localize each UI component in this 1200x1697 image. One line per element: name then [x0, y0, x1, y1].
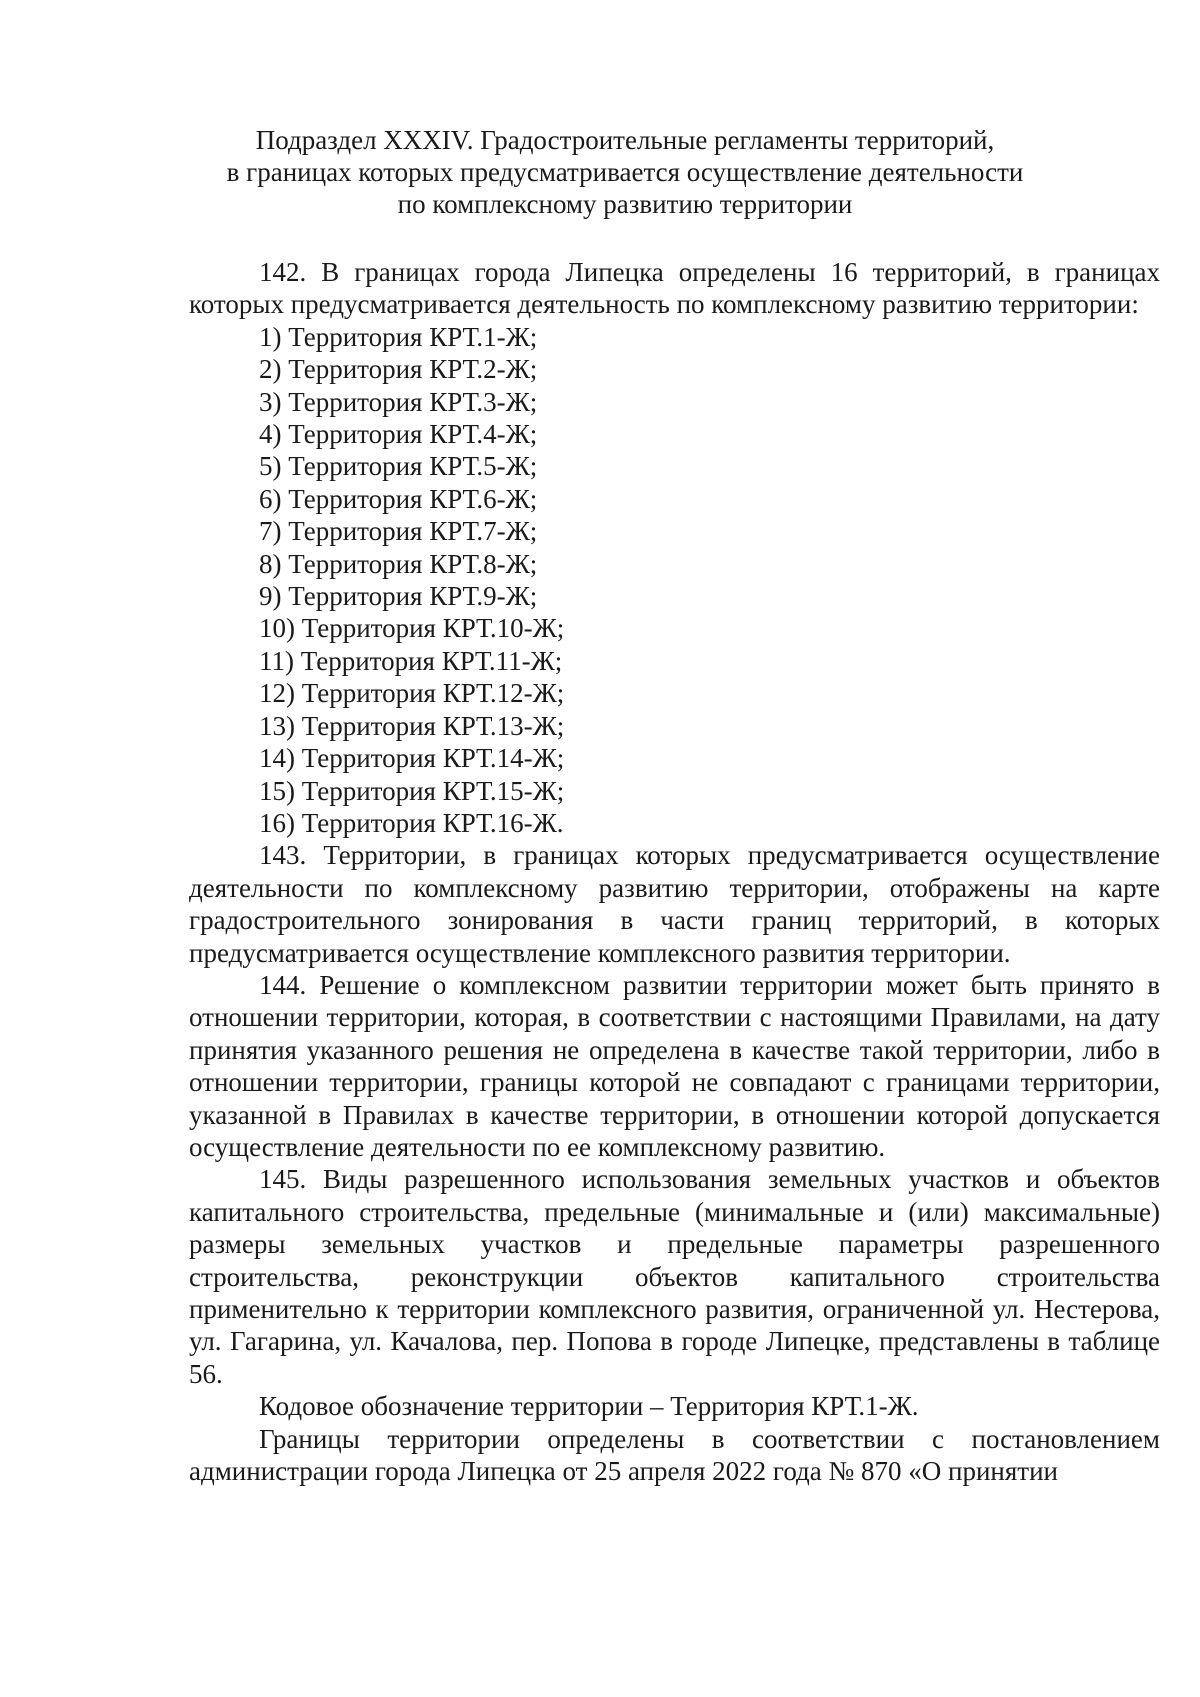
list-item: 2) Территория КРТ.2-Ж;	[259, 354, 538, 385]
list-item: 3) Территория КРТ.3-Ж;	[259, 386, 538, 417]
paragraph-143: 143. Территории, в границах которых предусматривается осуществление деятельности по комплексному развитию территории, отображены на карте градостроительного зонирования в части границ территорий, в которых предусматривается осуществление комплексного развития территории.	[189, 840, 1160, 968]
heading-line: Подраздел XXXIV. Градостроительные регламенты территорий,	[255, 125, 995, 155]
territory-code-line: Кодовое обозначение территории – Территория КРТ.1-Ж.	[259, 1391, 919, 1422]
territory-list	[189, 321, 1160, 840]
document-body	[189, 256, 1160, 1487]
heading-line: в границах которых предусматривается осуществление деятельности	[226, 157, 1024, 187]
paragraph-144: 144. Решение о комплексном развитии территории может быть принято в отношении территории, которая, в соответствии с настоящими Правилами, на дату принятия указанного решения не определена в качестве такой территории, либо в отношении территории, границы которой не совпадают с границами территории, указанной в Правилах в качестве территории, в отношении которой допускается осуществление деятельности по ее комплексному развитию.	[189, 969, 1160, 1162]
list-item: 5) Территория КРТ.5-Ж;	[259, 451, 538, 482]
heading-line: по комплексному развитию территории	[397, 189, 853, 219]
paragraph-145: 145. Виды разрешенного использования земельных участков и объектов капитального строительства, предельные (минимальные и (или) максимальные) размеры земельных участков и предельные параметры разрешенного строительства, реконструкции объектов капитального строительства применительно к территории комплексного развития, ограниченной ул. Нестерова, ул. Гагарина, ул. Качалова, пер. Попова в городе Липецке, представлены в таблице 56.	[189, 1164, 1160, 1389]
list-item: 1) Территория КРТ.1-Ж;	[259, 321, 538, 352]
list-item: 15) Территория КРТ.15-Ж;	[259, 775, 565, 806]
list-item: 12) Территория КРТ.12-Ж;	[259, 678, 565, 709]
paragraph-142: 142. В границах города Липецка определены 16 территорий, в границах которых предусматривается деятельность по комплексному развитию территории:	[189, 257, 1160, 320]
boundary-paragraph: Границы территории определены в соответствии с постановлением администрации города Липецка от 25 апреля 2022 года № 870 «О принятии	[189, 1423, 1160, 1487]
list-item: 9) Территория КРТ.9-Ж;	[259, 581, 538, 612]
list-item: 4) Территория КРТ.4-Ж;	[259, 419, 538, 450]
list-item: 13) Территория КРТ.13-Ж;	[259, 710, 565, 741]
list-item: 10) Территория КРТ.10-Ж;	[259, 613, 565, 644]
list-item: 6) Территория КРТ.6-Ж;	[259, 483, 538, 514]
list-item: 7) Территория КРТ.7-Ж;	[259, 516, 538, 547]
list-item: 8) Территория КРТ.8-Ж;	[259, 548, 538, 579]
list-item: 14) Территория КРТ.14-Ж;	[259, 743, 565, 774]
list-item: 16) Территория КРТ.16-Ж.	[259, 807, 564, 838]
section-heading	[190, 124, 1060, 220]
list-item: 11) Территория КРТ.11-Ж;	[259, 645, 563, 676]
